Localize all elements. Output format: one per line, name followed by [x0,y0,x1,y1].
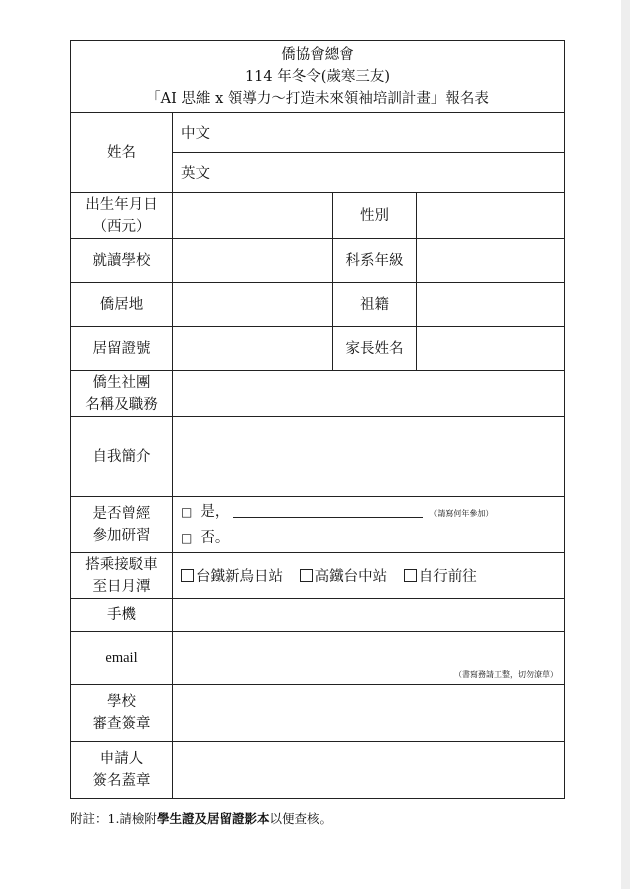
parent-name-label: 家長姓名 [333,327,417,371]
prior-yes-option[interactable] [181,500,564,526]
residence-id-row [71,327,565,371]
registration-form [70,40,564,795]
prior-year-field[interactable] [233,505,423,518]
birth-label-line2: （西元） [92,218,151,235]
name-label: 姓名 [71,113,173,193]
ancestry-label: 祖籍 [333,283,417,327]
residence-row [71,283,565,327]
email-note: （書寫務請工整，切勿潦草） [454,670,559,679]
birth-label [71,193,173,239]
form-title [71,41,565,113]
club-label [71,371,173,417]
residence-id-field[interactable] [173,327,333,371]
org-name: 僑協會總會 [281,46,354,63]
footer-bold: 學生證及居留證影本 [156,811,270,826]
program-title: 「AI 思維 x 領導力～打造未來領袖培訓計畫」報名表 [146,90,489,107]
prior-label-line1: 是否曾經 [92,505,151,522]
school-seal-field[interactable] [173,685,565,742]
club-label-line1: 僑生社團 [92,374,151,391]
shuttle-checkbox-2[interactable] [300,569,313,582]
prior-label [71,497,173,553]
program-term: 114 年冬令(歲寒三友) [244,68,391,85]
form-table [70,40,565,799]
applicant-line2: 簽名蓋章 [92,773,151,789]
shuttle-checkbox-3[interactable] [404,569,417,582]
shuttle-option-2: 高鐵台中站 [314,569,388,585]
footer-note [70,809,332,827]
shuttle-option-1: 台鐵新烏日站 [196,569,283,585]
school-seal-label [71,685,173,742]
checkbox-icon[interactable]: □ [181,530,193,545]
residence-field[interactable] [173,283,333,327]
school-seal-line2: 審查簽章 [92,716,151,732]
shuttle-label-line2: 至日月潭 [92,578,151,595]
prior-no-option[interactable] [181,526,564,550]
shuttle-options [173,553,565,599]
birth-row [71,193,565,239]
title-row [71,41,565,113]
phone-field[interactable] [173,599,565,632]
email-label: email [71,632,173,685]
email-row [71,632,565,685]
school-seal-row [71,685,565,742]
applicant-label [71,742,173,799]
shuttle-option-3: 自行前往 [418,569,477,585]
intro-field[interactable] [173,417,565,497]
name-cn-row [71,113,565,153]
email-field[interactable] [173,632,565,685]
phone-row [71,599,565,632]
intro-row [71,417,565,497]
school-row [71,239,565,283]
gender-field[interactable] [417,193,565,239]
club-row [71,371,565,417]
page-edge [621,0,630,889]
footer-suffix: 以便查核。 [269,811,332,826]
prior-label-line2: 參加研習 [92,527,151,544]
intro-label: 自我簡介 [71,417,173,497]
parent-name-field[interactable] [417,327,565,371]
ancestry-field[interactable] [417,283,565,327]
prior-row [71,497,565,553]
prior-no-label: 否。 [200,529,230,546]
name-cn-label: 中文 [181,126,210,142]
phone-label: 手機 [71,599,173,632]
checkbox-icon[interactable]: □ [181,504,193,519]
club-label-line2: 名稱及職務 [85,396,158,413]
dept-grade-label: 科系年級 [333,239,417,283]
shuttle-label-line1: 搭乘接駁車 [85,556,158,573]
school-field[interactable] [173,239,333,283]
birth-label-line1: 出生年月日 [85,196,158,213]
shuttle-row [71,553,565,599]
residence-id-label: 居留證號 [71,327,173,371]
prior-yes-note: （請寫何年參加） [429,508,494,518]
prior-options [173,497,565,553]
applicant-signature-field[interactable] [173,742,565,799]
gender-label: 性別 [333,193,417,239]
prior-yes-label: 是， [200,503,230,520]
school-seal-line1: 學校 [107,694,136,710]
footer-prefix: 附註：1.請檢附 [70,811,157,826]
name-cn-field[interactable] [173,113,565,153]
name-en-field[interactable] [173,153,565,193]
applicant-line1: 申請人 [99,751,144,767]
shuttle-checkbox-1[interactable] [181,569,194,582]
name-en-label: 英文 [181,166,210,182]
school-label: 就讀學校 [71,239,173,283]
applicant-row [71,742,565,799]
club-field[interactable] [173,371,565,417]
residence-label: 僑居地 [71,283,173,327]
shuttle-label [71,553,173,599]
birth-field[interactable] [173,193,333,239]
dept-grade-field[interactable] [417,239,565,283]
